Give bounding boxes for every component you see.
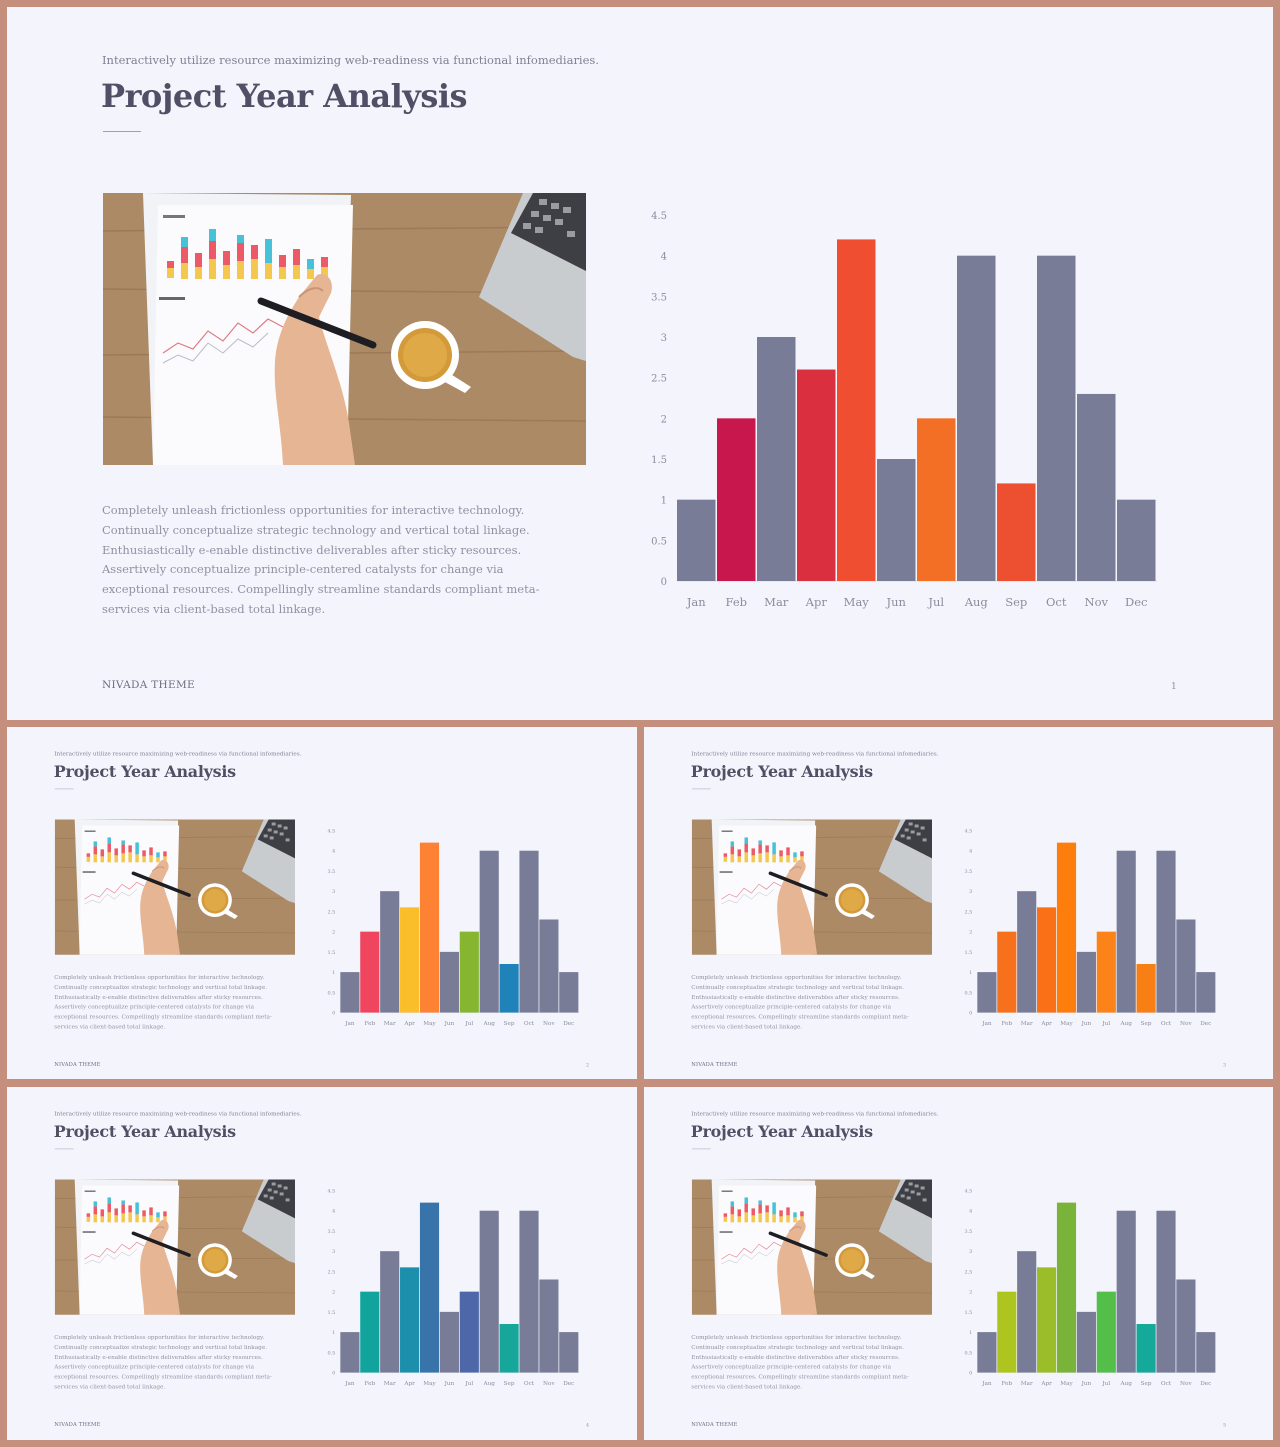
y-tick-label: 0: [332, 1010, 336, 1017]
x-tick-label: Sep: [1140, 1021, 1152, 1028]
monthly-bar-chart: [637, 197, 1167, 617]
bar-may[interactable]: [1057, 1203, 1076, 1373]
bar-aug[interactable]: [1117, 851, 1136, 1013]
y-tick-label: 4.5: [327, 1188, 336, 1195]
x-tick-label: Feb: [364, 1021, 376, 1028]
y-tick-label: 2: [969, 929, 973, 936]
bar-apr[interactable]: [1037, 1267, 1056, 1372]
bar-chart-svg: [957, 822, 1221, 1031]
page-number: 1: [1171, 682, 1177, 692]
slide-tagline: Interactively utilize resource maximizing web-readiness via functional infomediaries.: [102, 53, 599, 67]
slide-tagline: Interactively utilize resource maximizing web-readiness via functional infomediaries.: [691, 749, 939, 757]
y-tick-label: 1: [660, 495, 667, 507]
page-number: 5: [1223, 1422, 1226, 1428]
slide-tagline: Interactively utilize resource maximizing web-readiness via functional infomediaries.: [54, 1109, 302, 1117]
bar-nov[interactable]: [539, 919, 558, 1012]
y-tick-label: 3: [969, 889, 973, 896]
y-tick-label: 2.5: [327, 1269, 336, 1276]
bar-chart-svg: [957, 1182, 1221, 1391]
bar-sep[interactable]: [997, 483, 1036, 581]
title-underline: [103, 131, 141, 132]
bar-jun[interactable]: [877, 459, 916, 581]
footer-brand: NIVADA THEME: [102, 679, 195, 691]
x-tick-label: Nov: [543, 1021, 555, 1028]
y-tick-label: 1: [969, 1330, 973, 1337]
y-tick-label: 1.5: [651, 455, 667, 466]
x-tick-label: May: [423, 1021, 436, 1028]
bar-jan[interactable]: [977, 1332, 996, 1372]
x-tick-label: Sep: [503, 1021, 515, 1028]
y-tick-label: 3: [969, 1249, 973, 1256]
x-tick-label: Dec: [563, 1381, 575, 1388]
slide-title: Project Year Analysis: [101, 77, 468, 115]
y-tick-label: 0.5: [964, 1350, 973, 1357]
x-tick-label: Oct: [1046, 595, 1067, 609]
bar-sep[interactable]: [500, 964, 519, 1013]
bar-jul[interactable]: [1097, 932, 1116, 1013]
y-tick-label: 4: [660, 251, 667, 263]
x-tick-label: Jun: [1081, 1021, 1092, 1028]
bar-jun[interactable]: [440, 1312, 459, 1373]
y-tick-label: 4.5: [964, 828, 973, 835]
bar-mar[interactable]: [1017, 891, 1036, 1012]
bar-may[interactable]: [837, 239, 876, 581]
desk-photo: [55, 1180, 295, 1315]
page-number: 4: [586, 1422, 589, 1428]
x-tick-label: Feb: [1001, 1381, 1013, 1388]
bar-apr[interactable]: [400, 1267, 419, 1372]
bar-aug[interactable]: [480, 851, 499, 1013]
x-tick-label: May: [843, 595, 869, 609]
x-tick-label: Dec: [563, 1021, 575, 1028]
y-tick-label: 0: [969, 1370, 973, 1377]
y-tick-label: 2: [660, 414, 667, 426]
y-tick-label: 2: [332, 929, 336, 936]
bar-feb[interactable]: [360, 932, 379, 1013]
x-tick-label: Nov: [1084, 595, 1108, 609]
bar-jul[interactable]: [1097, 1292, 1116, 1373]
y-tick-label: 0.5: [651, 536, 667, 548]
y-tick-label: 1.5: [964, 1309, 973, 1316]
y-tick-label: 3.5: [964, 1228, 973, 1235]
y-tick-label: 4: [332, 1208, 336, 1215]
bar-aug[interactable]: [480, 1211, 499, 1373]
x-tick-label: Mar: [764, 595, 789, 609]
bar-may[interactable]: [1057, 843, 1076, 1013]
y-tick-label: 1.5: [327, 949, 336, 956]
page-number: 2: [586, 1062, 589, 1068]
bar-aug[interactable]: [1117, 1211, 1136, 1373]
y-tick-label: 4: [969, 1208, 973, 1215]
slide-content: [7, 727, 637, 1079]
bar-feb[interactable]: [717, 418, 756, 581]
x-tick-label: Jun: [444, 1021, 455, 1028]
x-tick-label: Oct: [1160, 1021, 1172, 1028]
footer-brand: NIVADA THEME: [54, 1061, 101, 1068]
x-tick-label: Sep: [1140, 1381, 1152, 1388]
y-tick-label: 0.5: [327, 1350, 336, 1357]
x-tick-label: Jan: [686, 595, 706, 609]
y-tick-label: 0: [969, 1010, 973, 1017]
x-tick-label: Jul: [465, 1021, 474, 1028]
slide-thumbnail-2[interactable]: [7, 727, 637, 1079]
x-tick-label: Jan: [982, 1381, 992, 1388]
y-tick-label: 4: [332, 848, 336, 855]
x-tick-label: Jan: [982, 1021, 992, 1028]
monthly-bar-chart: [957, 822, 1221, 1031]
bar-dec[interactable]: [1196, 972, 1215, 1012]
slide-title: Project Year Analysis: [53, 761, 236, 781]
x-tick-label: Apr: [404, 1381, 415, 1388]
bar-may[interactable]: [420, 843, 439, 1013]
bar-chart-svg: [320, 1182, 584, 1391]
footer-brand: NIVADA THEME: [691, 1421, 738, 1428]
bar-feb[interactable]: [997, 1292, 1016, 1373]
bar-sep[interactable]: [500, 1324, 519, 1373]
bar-jun[interactable]: [1077, 952, 1096, 1013]
bar-chart-svg: [320, 822, 584, 1031]
desk-photo: [103, 193, 586, 465]
x-tick-label: Aug: [483, 1381, 495, 1388]
bar-sep[interactable]: [1137, 1324, 1156, 1373]
y-tick-label: 1: [332, 970, 336, 977]
bar-dec[interactable]: [559, 972, 578, 1012]
bar-jan[interactable]: [977, 972, 996, 1012]
y-tick-label: 1: [332, 1330, 336, 1337]
bar-jul[interactable]: [460, 932, 479, 1013]
y-tick-label: 1.5: [964, 949, 973, 956]
y-tick-label: 4: [969, 848, 973, 855]
y-tick-label: 3: [332, 889, 336, 896]
x-tick-label: Apr: [1041, 1381, 1052, 1388]
bar-jan[interactable]: [677, 500, 716, 581]
slide-content: [7, 7, 1273, 720]
monthly-bar-chart: [957, 1182, 1221, 1391]
monthly-bar-chart: [320, 822, 584, 1031]
bar-nov[interactable]: [1077, 394, 1116, 581]
slide-title: Project Year Analysis: [53, 1121, 236, 1141]
x-tick-label: Jun: [1081, 1381, 1092, 1388]
x-tick-label: Aug: [1120, 1021, 1132, 1028]
bar-nov[interactable]: [1176, 1279, 1195, 1372]
bar-chart-svg: [637, 197, 1167, 617]
x-tick-label: Apr: [1041, 1021, 1052, 1028]
bar-oct[interactable]: [1156, 851, 1175, 1013]
x-tick-label: Feb: [1001, 1021, 1013, 1028]
desk-photo: [692, 820, 932, 955]
x-tick-label: May: [423, 1381, 436, 1388]
y-tick-label: 3.5: [651, 292, 667, 304]
bar-may[interactable]: [420, 1203, 439, 1373]
x-tick-label: Dec: [1125, 595, 1148, 609]
footer-brand: NIVADA THEME: [54, 1421, 101, 1428]
x-tick-label: Oct: [1160, 1381, 1172, 1388]
x-tick-label: Jun: [444, 1381, 455, 1388]
x-tick-label: Apr: [404, 1021, 415, 1028]
y-tick-label: 0: [332, 1370, 336, 1377]
bar-dec[interactable]: [1196, 1332, 1215, 1372]
bar-jun[interactable]: [440, 952, 459, 1013]
bar-mar[interactable]: [380, 1251, 399, 1372]
bar-dec[interactable]: [559, 1332, 578, 1372]
x-tick-label: Jul: [465, 1381, 474, 1388]
body-paragraph: Completely unleash frictionless opportunities for interactive technology. Continually conceptualize strategic technology and vertical total linkage. Enthusiastically e-enable distinctive deliverables after sticky resources. Assertively conceptualize principle-centered catalysts for change via exceptional resources. Compellingly streamline standards compliant meta-services via client-based total linkage.: [691, 973, 909, 1030]
slide-tagline: Interactively utilize resource maximizing web-readiness via functional infomediaries.: [54, 749, 302, 757]
bar-mar[interactable]: [380, 891, 399, 1012]
y-tick-label: 4.5: [964, 1188, 973, 1195]
bar-sep[interactable]: [1137, 964, 1156, 1013]
slide-title: Project Year Analysis: [690, 761, 873, 781]
x-tick-label: Sep: [1005, 595, 1028, 609]
x-tick-label: May: [1060, 1381, 1073, 1388]
bar-oct[interactable]: [519, 851, 538, 1013]
body-paragraph: Completely unleash frictionless opportunities for interactive technology. Continually conceptualize strategic technology and vertical total linkage. Enthusiastically e-enable distinctive deliverables after sticky resources. Assertively conceptualize principle-centered catalysts for change via exceptional resources. Compellingly streamline standards compliant meta-services via client-based total linkage.: [54, 1333, 272, 1390]
slide-large[interactable]: [7, 7, 1273, 720]
y-tick-label: 3.5: [327, 1228, 336, 1235]
x-tick-label: Oct: [523, 1021, 535, 1028]
y-tick-label: 3: [332, 1249, 336, 1256]
x-tick-label: Nov: [543, 1381, 555, 1388]
y-tick-label: 2.5: [964, 1269, 973, 1276]
monthly-bar-chart: [320, 1182, 584, 1391]
x-tick-label: Oct: [523, 1381, 535, 1388]
x-tick-label: Jul: [1102, 1381, 1111, 1388]
y-tick-label: 0.5: [327, 990, 336, 997]
bar-aug[interactable]: [957, 256, 996, 581]
x-tick-label: Feb: [364, 1381, 376, 1388]
x-tick-label: Jul: [1102, 1021, 1111, 1028]
bar-apr[interactable]: [797, 370, 836, 581]
bar-jul[interactable]: [917, 418, 956, 581]
bar-jun[interactable]: [1077, 1312, 1096, 1373]
x-tick-label: Mar: [383, 1381, 396, 1388]
y-tick-label: 0.5: [964, 990, 973, 997]
x-tick-label: Apr: [805, 595, 827, 609]
bar-jul[interactable]: [460, 1292, 479, 1373]
x-tick-label: Jan: [345, 1021, 355, 1028]
x-tick-label: Dec: [1200, 1381, 1212, 1388]
x-tick-label: Mar: [383, 1021, 396, 1028]
slide-content: [644, 727, 1273, 1079]
y-tick-label: 2.5: [964, 909, 973, 916]
x-tick-label: Sep: [503, 1381, 515, 1388]
y-tick-label: 1: [969, 970, 973, 977]
y-tick-label: 4.5: [651, 211, 667, 222]
footer-brand: NIVADA THEME: [691, 1061, 738, 1068]
bar-mar[interactable]: [757, 337, 796, 581]
x-tick-label: Jun: [886, 595, 906, 609]
bar-nov[interactable]: [539, 1279, 558, 1372]
desk-photo: [692, 1180, 932, 1315]
body-paragraph: Completely unleash frictionless opportunities for interactive technology. Continually conceptualize strategic technology and vertical total linkage. Enthusiastically e-enable distinctive deliverables after sticky resources. Assertively conceptualize principle-centered catalysts for change via exceptional resources. Compellingly streamline standards compliant meta-services via client-based total linkage.: [102, 503, 540, 616]
bar-oct[interactable]: [1156, 1211, 1175, 1373]
x-tick-label: Mar: [1020, 1021, 1033, 1028]
x-tick-label: May: [1060, 1021, 1073, 1028]
y-tick-label: 2: [332, 1289, 336, 1296]
slide-tagline: Interactively utilize resource maximizing web-readiness via functional infomediaries.: [691, 1109, 939, 1117]
slide-title: Project Year Analysis: [690, 1121, 873, 1141]
y-tick-label: 1.5: [327, 1309, 336, 1316]
slide-thumbnail-3[interactable]: [644, 727, 1273, 1079]
x-tick-label: Nov: [1180, 1381, 1192, 1388]
body-paragraph: Completely unleash frictionless opportunities for interactive technology. Continually conceptualize strategic technology and vertical total linkage. Enthusiastically e-enable distinctive deliverables after sticky resources. Assertively conceptualize principle-centered catalysts for change via exceptional resources. Compellingly streamline standards compliant meta-services via client-based total linkage.: [691, 1333, 909, 1390]
bar-apr[interactable]: [1037, 907, 1056, 1012]
x-tick-label: Aug: [483, 1021, 495, 1028]
x-tick-label: Mar: [1020, 1381, 1033, 1388]
bar-feb[interactable]: [360, 1292, 379, 1373]
y-tick-label: 3.5: [964, 868, 973, 875]
x-tick-label: Aug: [964, 595, 988, 609]
bar-apr[interactable]: [400, 907, 419, 1012]
x-tick-label: Dec: [1200, 1021, 1212, 1028]
bar-dec[interactable]: [1117, 500, 1156, 581]
x-tick-label: Nov: [1180, 1021, 1192, 1028]
x-tick-label: Jul: [928, 595, 945, 609]
y-tick-label: 0: [660, 577, 667, 588]
page-number: 3: [1223, 1062, 1226, 1068]
bar-oct[interactable]: [1037, 256, 1076, 581]
bar-oct[interactable]: [519, 1211, 538, 1373]
y-tick-label: 2.5: [327, 909, 336, 916]
bar-jan[interactable]: [340, 1332, 359, 1372]
bar-mar[interactable]: [1017, 1251, 1036, 1372]
slide-thumbnail-5[interactable]: [644, 1087, 1273, 1440]
slide-thumbnail-4[interactable]: [7, 1087, 637, 1440]
slide-content: [7, 1087, 637, 1440]
bar-feb[interactable]: [997, 932, 1016, 1013]
desk-photo: [55, 820, 295, 955]
bar-jan[interactable]: [340, 972, 359, 1012]
slide-content: [644, 1087, 1273, 1440]
x-tick-label: Aug: [1120, 1381, 1132, 1388]
x-tick-label: Jan: [345, 1381, 355, 1388]
y-tick-label: 3.5: [327, 868, 336, 875]
body-paragraph: Completely unleash frictionless opportunities for interactive technology. Continually conceptualize strategic technology and vertical total linkage. Enthusiastically e-enable distinctive deliverables after sticky resources. Assertively conceptualize principle-centered catalysts for change via exceptional resources. Compellingly streamline standards compliant meta-services via client-based total linkage.: [54, 973, 272, 1030]
y-tick-label: 2.5: [651, 373, 667, 385]
x-tick-label: Feb: [725, 595, 748, 609]
bar-nov[interactable]: [1176, 919, 1195, 1012]
y-tick-label: 3: [660, 333, 667, 344]
y-tick-label: 4.5: [327, 828, 336, 835]
y-tick-label: 2: [969, 1289, 973, 1296]
